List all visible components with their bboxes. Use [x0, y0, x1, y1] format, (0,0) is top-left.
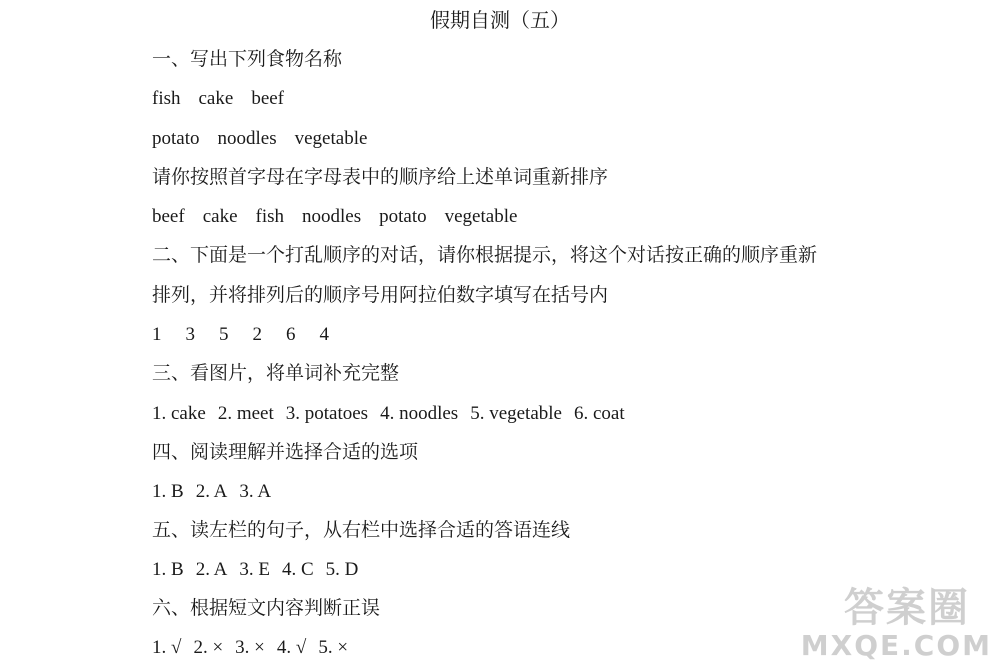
section2-answers	[152, 322, 353, 348]
answer: 1. cake	[152, 403, 206, 424]
section6-answers	[152, 635, 360, 661]
answer: 5. vegetable	[470, 403, 562, 424]
watermark-logo	[792, 576, 992, 662]
section3-heading: 三、看图片，将单词补充完整	[152, 363, 400, 384]
answer: 4. noodles	[380, 403, 459, 424]
section6-heading: 六、根据短文内容判断正误	[152, 598, 381, 619]
answer: 4. C	[281, 559, 314, 580]
answer: 4	[319, 324, 329, 345]
answer: 2	[252, 324, 262, 345]
section1-sorted	[152, 204, 517, 230]
word: vegetable	[294, 128, 368, 149]
word: cake	[202, 206, 238, 227]
word: potato	[152, 128, 200, 149]
section1-instruction: 请你按照首字母在字母表中的顺序给上述单词重新排序	[152, 167, 609, 188]
answer: 2. A	[195, 559, 228, 580]
answer: 5. ×	[318, 637, 349, 658]
word: fish	[152, 88, 181, 109]
answer: 1	[152, 324, 162, 345]
watermark-top-text: 答案圈	[844, 585, 970, 631]
section2-heading-line2: 排列，并将排列后的顺序号用阿拉伯数字填写在括号内	[152, 285, 609, 306]
answer: 6. coat	[573, 403, 625, 424]
section5-answers	[152, 557, 370, 583]
section3-answers	[152, 401, 637, 427]
word: noodles	[302, 206, 362, 227]
answer: 2. A	[195, 481, 228, 502]
word: potato	[379, 206, 427, 227]
section5-heading: 五、读左栏的句子，从右栏中选择合适的答语连线	[152, 520, 571, 541]
answer: 3	[185, 324, 195, 345]
word: beef	[152, 206, 185, 227]
section2-heading-line1: 二、下面是一个打乱顺序的对话，请你根据提示，将这个对话按正确的顺序重新	[152, 245, 818, 266]
answer: 3. E	[239, 559, 270, 580]
word: beef	[251, 88, 285, 109]
section4-answers	[152, 479, 283, 505]
answer: 4. √	[276, 637, 307, 658]
section1-heading: 一、写出下列食物名称	[152, 49, 343, 70]
word: fish	[255, 206, 285, 227]
word: vegetable	[444, 206, 518, 227]
answer: 5	[219, 324, 229, 345]
section1-row1	[152, 86, 284, 112]
answer: 6	[286, 324, 296, 345]
word: noodles	[217, 128, 277, 149]
page-title: 假期自测（五）	[430, 10, 570, 32]
answer: 3. A	[239, 481, 272, 502]
answer: 5. D	[325, 559, 359, 580]
answer: 3. ×	[235, 637, 265, 658]
answer: 1. B	[152, 481, 184, 502]
answer: 1. B	[152, 559, 184, 580]
section1-row2	[152, 126, 367, 152]
section4-heading: 四、阅读理解并选择合适的选项	[152, 442, 419, 463]
word: cake	[198, 88, 234, 109]
answer: 1. √	[152, 637, 182, 658]
answer: 2. meet	[217, 403, 274, 424]
answer: 3. potatoes	[285, 403, 369, 424]
watermark-bottom-text: MXQE.COM	[800, 629, 992, 662]
answer: 2. ×	[193, 637, 224, 658]
